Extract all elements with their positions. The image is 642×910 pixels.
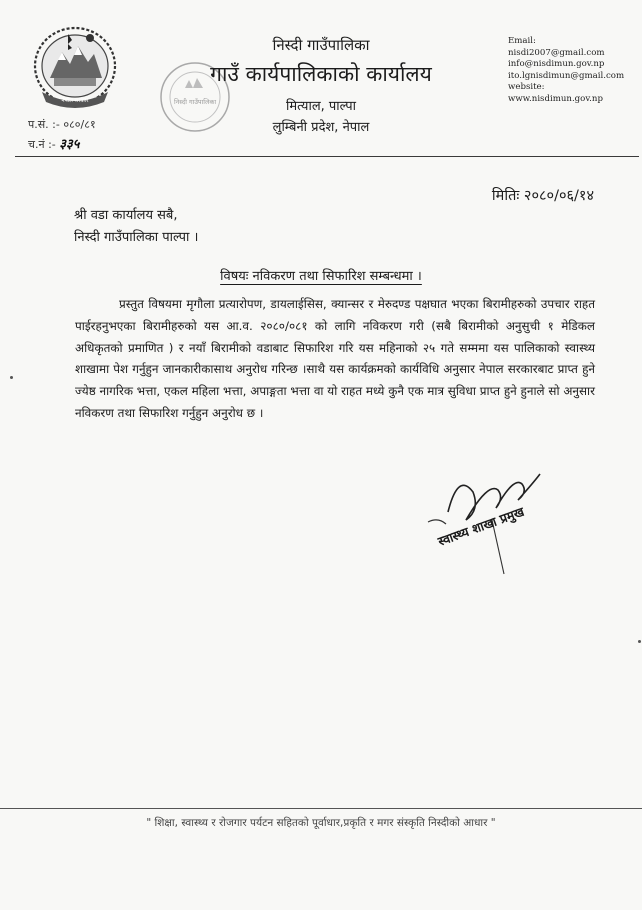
reference-label: प.सं. :- — [28, 118, 60, 131]
dispatch-number — [28, 134, 80, 152]
address-line-2: लुम्बिनी प्रदेश, नेपाल — [272, 120, 370, 135]
dispatch-value: ३३५ — [59, 137, 80, 152]
svg-text:नेपाल सरकार: नेपाल सरकार — [61, 98, 89, 104]
email-link-3[interactable]: ito.lgnisdimun@gmail.com — [508, 70, 625, 81]
scan-speck — [10, 376, 13, 379]
dispatch-label: च.नं :- — [28, 138, 56, 151]
recipient-line-2: निस्दी गाउँपालिका पाल्पा । — [74, 230, 199, 245]
letter-date: मितिः २०८०/०६/१४ — [491, 188, 594, 204]
website-link[interactable]: www.nisdimun.gov.np — [508, 93, 603, 104]
letter-subject — [0, 266, 642, 284]
signature-icon — [418, 462, 568, 580]
address-line-1: मित्याल, पाल्पा — [286, 99, 356, 114]
email-label: Email: — [508, 36, 536, 46]
letter-body: प्रस्तुत विषयमा मृगौला प्रत्यारोपण, डायलाईसिस, क्यान्सर र मेरुदण्ड पक्षघात भएका बिरामीहरुको उपचार राहत पाईरहनुभएका बिरामीहरुको यस आ.व. २०८०/०८१ को लागि नविकरण गरी (सबै बिरामीको अनुसुची १ मेडिकल अधिकृतको प्रमाणित ) र नयाँ बिरामीको वडाबाट सिफारिश गरि यस महिनाको २५ गते सम्ममा यस पालिकाको स्वास्थ्य शाखामा पेश गर्नुहुन जानकारीकासाथ अनुरोध गरिन्छ ।साथै यस कार्यक्रमको कार्यविधि अनुसार नेपाल सरकारबाट प्राप्त हुने ज्येष्ठ नागरिक भत्ता, एकल महिला भत्ता, अपाङ्गता भत्ता वा यो राहत मध्ये कुनै एक मात्र सुविधा प्राप्त हुने हुनाले सो अनुसार नविकरण तथा सिफारिश गर्नुहुन अनुरोध छ । — [75, 297, 595, 420]
contact-block — [508, 36, 624, 106]
svg-text:स्वास्थ्य शाखा प्रमुख: स्वास्थ्य शाखा प्रमुख — [435, 503, 527, 549]
municipality-name: निस्दी गाउँपालिका — [272, 36, 370, 54]
recipient-line-1: श्री वडा कार्यालय सबै, — [74, 208, 178, 223]
header-divider — [15, 156, 639, 157]
email-link-1[interactable]: nisdi2007@gmail.com — [508, 47, 605, 58]
office-name: गाउँ कार्यपालिकाको कार्यालय — [210, 62, 432, 86]
svg-text:निस्दी गाउँपालिका: निस्दी गाउँपालिका — [173, 98, 217, 106]
scan-speck — [638, 640, 641, 643]
footer-slogan: " शिक्षा, स्वास्थ्य र रोजगार पर्यटन सहितको पूर्वाधार,प्रकृति र मगर संस्कृति निस्दीको आधार " — [146, 817, 496, 829]
website-label: website: — [508, 82, 545, 93]
subject-text: विषयः नविकरण तथा सिफारिश सम्बन्धमा । — [220, 269, 422, 284]
email-link-2[interactable]: info@nisdimun.gov.np — [508, 59, 605, 70]
footer-divider — [0, 808, 642, 809]
reference-value: ०८०/८१ — [63, 118, 96, 131]
